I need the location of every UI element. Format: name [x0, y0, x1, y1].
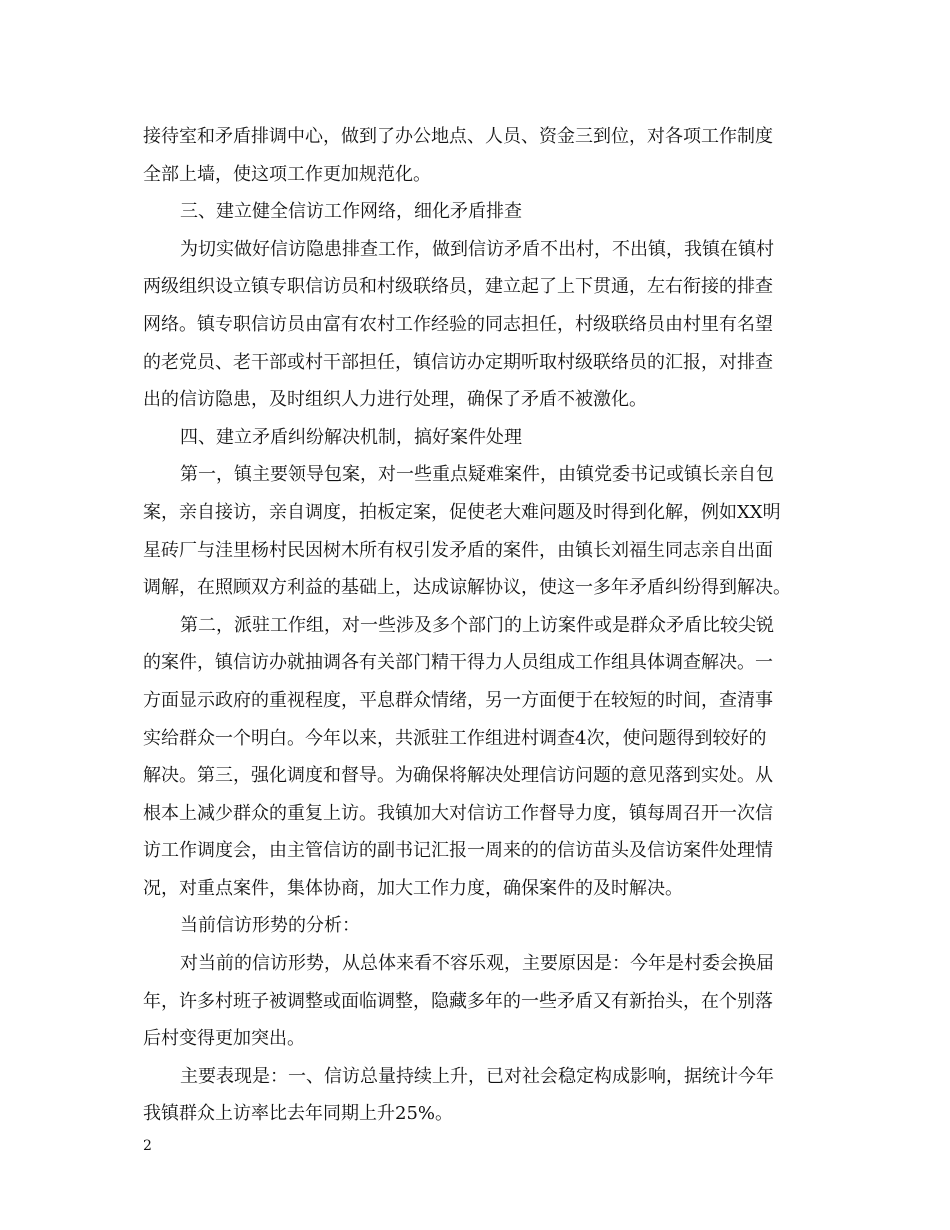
text-line: 出的信访隐患，及时组织人力进行处理，确保了矛盾不被激化。 — [143, 389, 647, 411]
text-line: 全部上墙，使这项工作更加规范化。 — [143, 163, 431, 185]
text-line: 案，亲自接访，亲自调度，拍板定案，促使老大难问题及时得到化解，例如XX明 — [143, 501, 781, 523]
body-text — [143, 118, 809, 1133]
text-line: 年，许多村班子被调整或面临调整，隐藏多年的一些矛盾又有新抬头，在个别落 — [143, 990, 773, 1012]
page-number: 2 — [143, 1138, 152, 1154]
text-line: 第二，派驻工作组，对一些涉及多个部门的上访案件或是群众矛盾比较尖锐 — [180, 614, 774, 636]
text-line: 接待室和矛盾排调中心，做到了办公地点、人员、资金三到位，对各项工作制度 — [143, 126, 773, 147]
text-line: 访工作调度会，由主管信访的副书记汇报一周来的的信访苗头及信访案件处理情 — [143, 840, 773, 862]
text-line: 后村变得更加突出。 — [143, 1028, 305, 1050]
text-line: 第一，镇主要领导包案，对一些重点疑难案件，由镇党委书记或镇长亲自包 — [180, 464, 774, 486]
text-line: 的老党员、老干部或村干部担任，镇信访办定期听取村级联络员的汇报，对排查 — [143, 351, 773, 373]
text-line: 为切实做好信访隐患排查工作，做到信访矛盾不出村，不出镇，我镇在镇村 — [180, 238, 774, 260]
text-line: 方面显示政府的重视程度，平息群众情绪，另一方面便于在较短的时间，查清事 — [143, 689, 773, 711]
text-line: 我镇群众上访率比去年同期上升25%。 — [143, 1103, 454, 1125]
text-line: 实给群众一个明白。今年以来，共派驻工作组进村调查4次，使问题得到较好的 — [143, 727, 767, 749]
text-line: 对当前的信访形势，从总体来看不容乐观，主要原因是：今年是村委会换届 — [180, 953, 774, 975]
text-line: 况，对重点案件，集体协商，加大工作力度，确保案件的及时解决。 — [143, 877, 683, 899]
text-line: 四、建立矛盾纠纷解决机制，搞好案件处理 — [180, 426, 522, 448]
text-line: 三、建立健全信访工作网络，细化矛盾排查 — [180, 201, 522, 223]
text-line: 解决。第三，强化调度和督导。为确保将解决处理信访问题的意见落到实处。从 — [143, 765, 773, 787]
text-line: 调解，在照顾双方利益的基础上，达成谅解协议，使这一多年矛盾纠纷得到解决。 — [143, 577, 791, 599]
text-line: 主要表现是：一、信访总量持续上升，已对社会稳定构成影响，据统计今年 — [180, 1065, 774, 1087]
text-line: 当前信访形势的分析： — [180, 915, 360, 937]
text-line: 星砖厂与洼里杨村民因树木所有权引发矛盾的案件，由镇长刘福生同志亲自出面 — [143, 539, 773, 561]
text-line: 两级组织设立镇专职信访员和村级联络员，建立起了上下贯通，左右衔接的排查 — [143, 276, 773, 298]
text-line: 根本上减少群众的重复上访。我镇加大对信访工作督导力度，镇每周召开一次信 — [143, 802, 773, 824]
text-line: 网络。镇专职信访员由富有农村工作经验的同志担任，村级联络员由村里有名望 — [143, 313, 773, 335]
text-line: 的案件，镇信访办就抽调各有关部门精干得力人员组成工作组具体调查解决。一 — [143, 652, 773, 674]
